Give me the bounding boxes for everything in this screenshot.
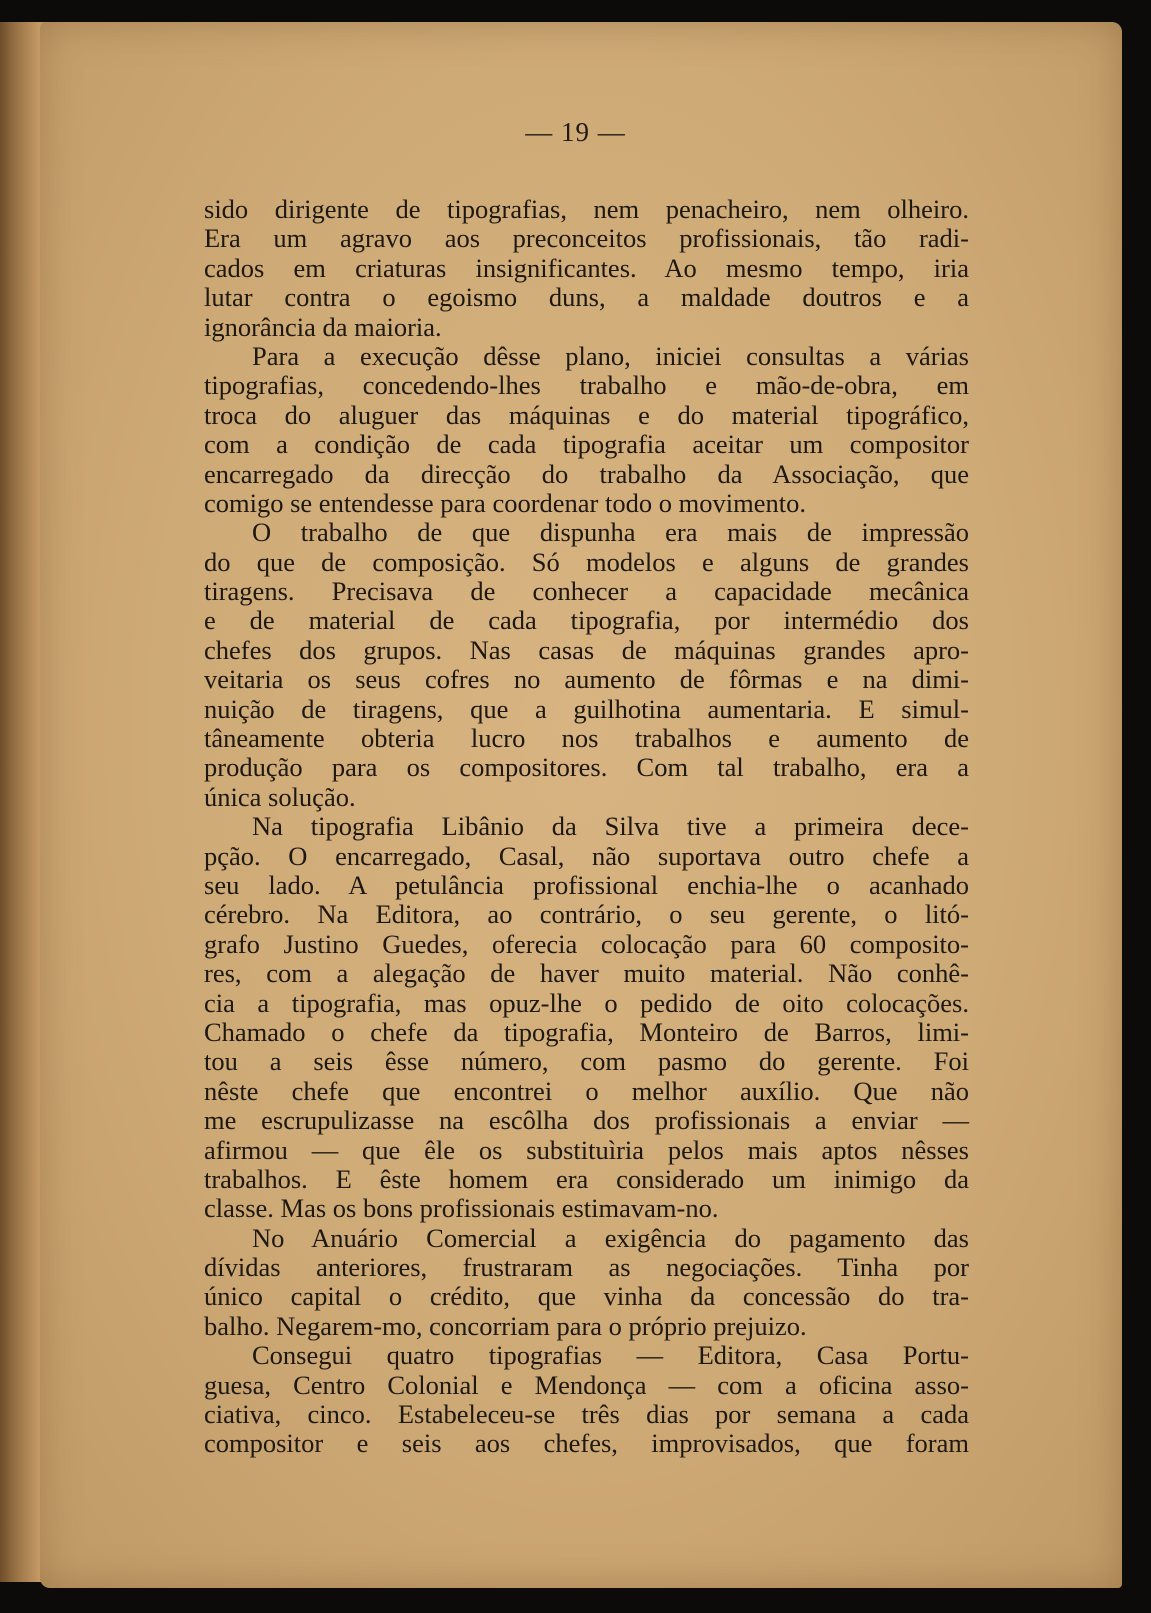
text-line: com a condição de cada tipografia aceitar um compositor	[204, 429, 969, 460]
text-line: seu lado. A petulância profissional enchia-lhe o acanhado	[204, 869, 969, 900]
text-line: trabalhos. E êste homem era considerado um inimigo da	[204, 1163, 969, 1194]
text-line: única solução.	[204, 781, 356, 812]
text-line: cados em criaturas insignificantes. Ao mesmo tempo, iria	[204, 252, 969, 283]
text-line: comigo se entendesse para coordenar todo o movimento.	[204, 487, 806, 518]
text-line: me escrupulizasse na escôlha dos profissionais a enviar —	[204, 1105, 969, 1136]
paragraph	[204, 518, 969, 812]
text-line: Consegui quatro tipografias — Editora, Casa Portu-	[252, 1340, 969, 1371]
text-line: único capital o crédito, que vinha da concessão do tra-	[204, 1281, 969, 1312]
text-line: chefes dos grupos. Nas casas de máquinas grandes apro-	[204, 634, 969, 665]
text-line: sido dirigente de tipografias, nem penacheiro, nem olheiro.	[204, 194, 969, 224]
text-line: No Anuário Comercial a exigência do pagamento das	[252, 1222, 969, 1253]
text-line: compositor e seis aos chefes, improvisados, que foram	[204, 1428, 969, 1459]
text-line: tâneamente obteria lucro nos trabalhos e aumento de	[204, 723, 969, 754]
text-line: ciativa, cinco. Estabeleceu-se três dias por semana a cada	[204, 1399, 969, 1430]
body-text	[204, 195, 969, 1459]
text-line: Chamado o chefe da tipografia, Monteiro de Barros, limi-	[204, 1016, 969, 1047]
paragraph	[204, 1341, 969, 1459]
text-line: Para a execução dêsse plano, iniciei consultas a várias	[252, 340, 969, 371]
text-line: afirmou — que êle os substituìria pelos mais aptos nêsses	[204, 1134, 969, 1165]
text-line: cia a tipografia, mas opuz-lhe o pedido de oito colocações.	[204, 987, 969, 1018]
text-line: lutar contra o egoismo duns, a maldade doutros e a	[204, 282, 969, 313]
text-line: dívidas anteriores, frustraram as negociações. Tinha por	[204, 1252, 969, 1283]
page-number: — 19 —	[525, 117, 626, 147]
text-line: Era um agravo aos preconceitos profissionais, tão radi-	[204, 223, 969, 254]
text-line: do que de composição. Só modelos e alguns de grandes	[204, 546, 969, 577]
paragraph	[204, 812, 969, 1223]
text-line: troca do aluguer das máquinas e do material tipográfico,	[204, 399, 969, 430]
text-line: produção para os compositores. Com tal trabalho, era a	[204, 752, 969, 783]
text-line: Na tipografia Libânio da Silva tive a primeira dece-	[252, 811, 969, 842]
text-line: tiragens. Precisava de conhecer a capacidade mecânica	[204, 576, 969, 607]
paragraph	[204, 342, 969, 518]
text-line: e de material de cada tipografia, por intermédio dos	[204, 605, 969, 636]
text-line: ignorância da maioria.	[204, 311, 442, 342]
text-line: tipografias, concedendo-lhes trabalho e mão-de-obra, em	[204, 370, 969, 401]
text-line: balho. Negarem-mo, concorriam para o próprio prejuizo.	[204, 1310, 807, 1341]
text-line: cérebro. Na Editora, ao contrário, o seu gerente, o litó-	[204, 899, 969, 930]
text-line: grafo Justino Guedes, oferecia colocação para 60 composito-	[204, 928, 969, 959]
text-line: O trabalho de que dispunha era mais de impressão	[252, 517, 969, 548]
text-line: classe. Mas os bons profissionais estimavam-no.	[204, 1193, 719, 1224]
text-line: tou a seis êsse número, com pasmo do gerente. Foi	[204, 1046, 969, 1077]
text-line: guesa, Centro Colonial e Mendonça — com a oficina asso-	[204, 1369, 969, 1400]
text-line: pção. O encarregado, Casal, não suportava outro chefe a	[204, 840, 969, 871]
text-line: nuição de tiragens, que a guilhotina aumentaria. E simul-	[204, 693, 969, 724]
text-line: nêste chefe que encontrei o melhor auxílio. Que não	[204, 1075, 969, 1106]
text-line: veitaria os seus cofres no aumento de fôrmas e na dimi-	[204, 664, 969, 695]
text-line: res, com a alegação de haver muito material. Não conhê-	[204, 958, 969, 989]
paragraph	[204, 1224, 969, 1342]
text-line: encarregado da direcção do trabalho da Associação, que	[204, 458, 969, 489]
paragraph	[204, 195, 969, 342]
